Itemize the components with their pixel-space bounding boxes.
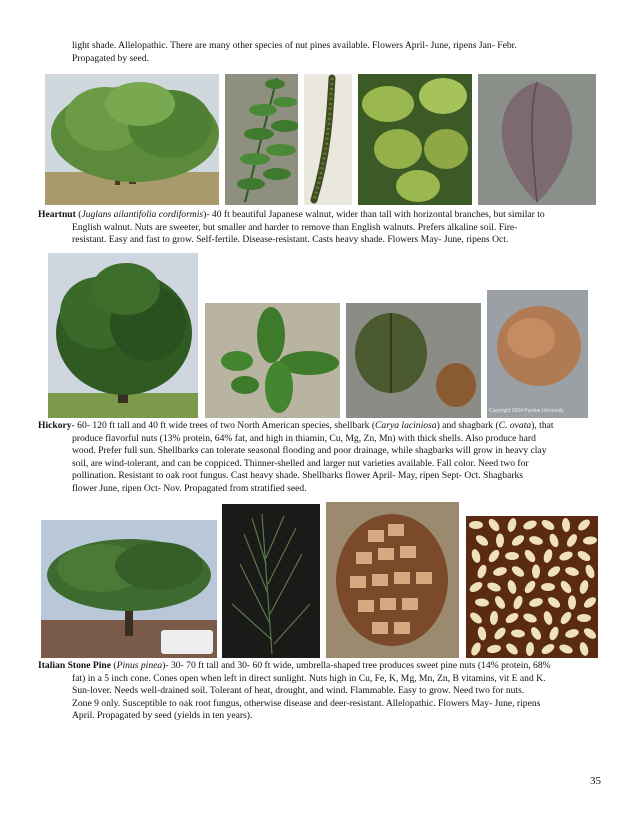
page-number: 35 <box>590 775 601 787</box>
hickory-leaf-photo <box>205 303 340 418</box>
stone-pine-line-3: Sun-lover. Needs well-drained soil. Tolerant of heat, drought, and wind. Flammable. Easy to grow. Need two for nuts. <box>72 685 525 697</box>
heartnut-line-3: resistant. Easy and fast to grow. Self-fertile. Disease-resistant. Casts heavy shade. Flowers May- June, ripens Oct. <box>72 234 509 246</box>
hickory-line-6: flower June, ripen Oct- Nov. Propagated from stratified seed. <box>72 482 307 494</box>
hickory-nut-photo <box>487 290 588 418</box>
heartnut-line-1: Heartnut (Juglans ailantifolia cordiformis)- 40 ft beautiful Japanese walnut, wider than tall with horizontal branches, but similar to <box>38 209 545 220</box>
stone-pine-line-4: Zone 9 only. Susceptible to oak root fungus, otherwise disease and deer-resistant. Allelopathic. Flowers May- June, ripens <box>72 697 541 709</box>
hickory-photo-copyright: Copyright 2004 Purdue University <box>489 408 564 414</box>
stone-pine-tree-photo <box>41 520 217 658</box>
stone-pine-nuts-photo <box>466 516 598 658</box>
stone-pine-line-2: fat) in a 5 inch cone. Cones open when left in direct sunlight. Nuts high in Cu, Fe, K, Mg, Mn, Zn, B vitamins, vit E and K. <box>72 672 546 684</box>
hickory-line-3: wood. Prefer full sun. Shellbarks can tolerate seasonal flooding and poor drainage, while shagbarks will grow in heavy clay <box>72 445 547 457</box>
stone-pine-paragraph <box>38 660 598 723</box>
heartnut-name: Heartnut <box>38 209 76 220</box>
heartnut-paragraph <box>38 209 598 247</box>
hickory-husk-photo <box>346 303 481 418</box>
hickory-line-2: produce flavorful nuts (13% protein, 64% fat, and high in thiamin, Cu, Mg, Zn, Mn) with thick shells. Also produce hard <box>72 432 536 444</box>
hickory-scientific-name-2: C. ovata <box>498 420 532 431</box>
heartnut-shell-photo <box>478 74 596 205</box>
hickory-line-4: soil, are wind-tolerant, and can be coppiced. Thinner-shelled and larger nut varieties available. Fall color. Need two for <box>72 457 529 469</box>
stone-pine-line-5: April. Propagated by seed (yields in ten years). <box>72 710 253 722</box>
hickory-name: Hickory <box>38 420 72 431</box>
hickory-paragraph <box>38 420 598 496</box>
heartnut-line-2: English walnut. Nuts are sweeter, but smaller and harder to remove than English walnuts. Prefers alkaline soil. Fire- <box>72 221 518 233</box>
heartnut-tree-photo <box>45 74 219 205</box>
heartnut-catkin-photo <box>304 74 352 205</box>
hickory-line-5: pollination. Resistant to oak root fungus. Cast heavy shade. Shellbarks flower April- May, ripen Sept- Oct. Shagbarks <box>72 470 524 482</box>
stone-pine-cone-photo <box>326 502 459 658</box>
intro-line-1: light shade. Allelopathic. There are many other species of nut pines available. Flowers April- June, ripens Jan- Febr. <box>72 40 517 51</box>
heartnut-green-nuts-photo <box>358 74 472 205</box>
intro-line-2: Propagated by seed. <box>72 52 149 64</box>
hickory-tree-photo <box>48 253 198 418</box>
stone-pine-name: Italian Stone Pine <box>38 660 112 671</box>
stone-pine-line-1: Italian Stone Pine (Pinus pinea)- 30- 70 ft tall and 30- 60 ft wide, umbrella-shaped tree produces sweet pine nuts (14% protein, 68% <box>38 660 551 671</box>
hickory-line-1: Hickory- 60- 120 ft tall and 40 ft wide trees of two North American species, shellbark (Carya laciniosa) and shagbark (C. ovata), that <box>38 420 554 431</box>
heartnut-leaf-photo <box>225 74 298 205</box>
hickory-scientific-name-1: Carya laciniosa <box>375 420 437 431</box>
heartnut-scientific-name: Juglans ailantifolia cordiformis <box>81 209 204 220</box>
intro-paragraph <box>38 40 598 65</box>
stone-pine-needles-photo <box>222 504 320 658</box>
stone-pine-scientific-name: Pinus pinea <box>116 660 163 671</box>
